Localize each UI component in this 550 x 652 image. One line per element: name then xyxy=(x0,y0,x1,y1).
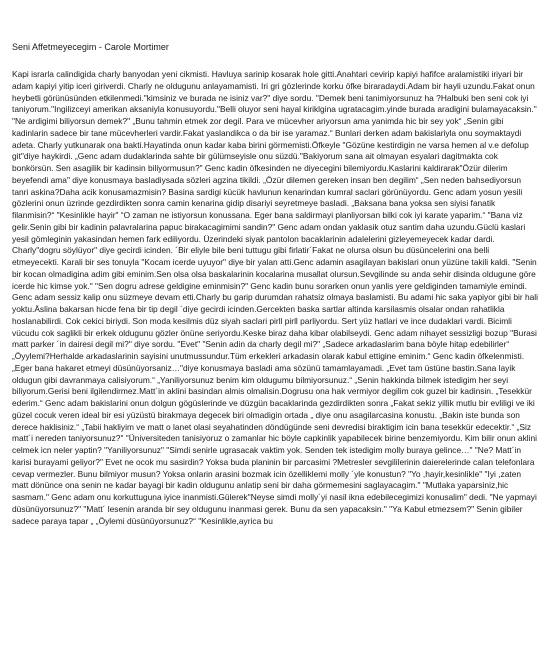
document-title: Seni Affetmeyecegim - Carole Mortimer xyxy=(12,42,169,52)
document-body-text: Kapi israrla calindigida charly banyodan yeni cikmisti. Havluya sarinip kosarak hole gitti.Anahtari cevirip kapiyi hafifce aralamistiki iriyari bir adam kapiyi yitip iceri giriverdi. Charly ne oldugunu anlayamamisti. Iri gri gözlerinde korku öfke biraradaydi.Adam bir hayli uzundu.Fakat onun heybetli görünüsünden etkilenmedi."kimsiniz ve burada ne isiniz var?" diye sordu. "Demek beni tanimiyorsunuz ha ?Halbuki ben seni cok iyi taniyorum."Ingilizceyi amerikan aksaniyla konusuyordu."Belli oluyor seni hayal kiriklgina ugratacagim.yinde burada aradigini bulamayacaksin." "Ne ardigimi biliyorsun demek?" „Bunu tahmin etmek zor degil. Para ve mücevher ariyorsun ama yanimda hic bir sey yok“ „Senin gibi kadinlarin sadece bir tane mücevherleri vardir.Fakat yaslandikca o da bir ise yaramaz.“ Bunlari derken adam bakislariyla onu soymaktaydi adeta. Charly yutkunarak ona bakti.Hayatinda onun kadar kaba birini görmemisti.Öfkeyle "Gözüne kestirdigin ne varsa hemen al v.e defolup git"diye haykirdi. „Genc adam dudaklarinda sahte bir gülümseyisle onu süzdü."Bakiyorum sana ait olmayan esyalari dagitmakta cok bonkörsün. Sen asagilik bir kadinsin biliyormusun?" Genc kadin öfkesinden ne diyecegini bilemiyordu.Kaslarini kaldirarak"Özür dilerim beyefendi ama" diye konusmaya basladiysada sözleri agzina tikildi. „Özür dilemen gereken insan ben degilim“ „Sen neden bahsediyorsun tanri askina?Daha acik konusamazmisin? Basina sardigi kücük havlunun kenarindan kumral saclari görünüyordu. Genc adam yosun yesili gözlerini onun üzrinde gezdirdikten sonra camin kenarina gidip disariyi seyretmeye basladi. „Baksana bana yoksa sen siyisi fanatik filanmisin?“ "Kesinlikle hayir" “O zaman ne istiyorsun konussana. Eger bana saldirmayi planliyorsan bilki cok iyi karate yaparim.“ "Bana viz gelir.Senin gibi bir kadinin palavralarina papuc birakacagimimi sandin?" Genc adam ondan yaklasik otuz santim daha uzundu.Güclü kaslari yesil gömleginin yakasindan hemen fark ediliyordu. Üzerindeki siyak pantolon bacaklarinin adalelerini gizleyemeyecek kadar dardi. Charly"dogru söylüyor" diye gecirdi icinden. ´Bir eliyle bile beni tuttugu gibi firlatir´Fakat ne olursa olsun bu düsüncelerini ona belli etmeyecekti. Karali bir ses tonuyla "Kocam icerde uyuyor" diye bir yalan atti.Genc adamin asagilayan bakislari onun yüzüne takili kaldi. "Senin bir kocan olmadigina adim gibi eminim.Sen olsa olsa baskalarinin kocalarina musallat olursun.Sevgilinde su anda sehir disinda oldugune göre icerde hic kimse yok." "Sen dogru adrese geldigine eminmisin?" Genc kadin bunu sorarken onun yanlis yere geldiginden tamamiyle emindi. Genc adam sessiz kalip onu süzmeye devam etti.Charly bu garip durumdan rahatsiz olmaya baslamisti. Bu adami hic saka yapiyor gibi bir hali yoktu.Äslina bakarsan hicde fena bir tip degil ´diye gecirdi icinden.Gercekten baska sartlar altinda karsilasmis olsalar ondan rahatlikla hoslanabilirdi. Cok cekici biriydi. Son moda kesilmis düz siyah saclari pirll pirll parliyordu. Sert yüz hatlari ve ince dudaklari vardi. Bicimli vücudu cok saglikli bir erkek oldugunu gözler önüne seriyordu.Keske biraz daha kibar olabilseydi. Genc adam nihayet sessizligi bozup "Burasi matt parker ´in dairesi degil mi?" diye sordu. "Evet" "Senin adin da charly degil mi?" „Sadece arkadaslarim bana böyle hitap edebilirler“ „Öyylemi?Herhalde arkadaslarinin sayisini unutmussundur.Tüm erkekleri arkadasin olarak kabul ettigine eminim.“ Genc kadin öfkelenmisti. „Eger bana hakaret etmeyi düsünüyorsaniz…"diye konusmaya basladi ama sözünü tamamlayamadi. „Evet tam üstüne bastin.Sana layik oldugun gibi davranmaya calisiyorum.“ „Yaniliyorsunuz benim kim oldugumu bilmiyorsunuz.“ „Senin hakkinda bilmek istedigim her seyi biliyorum.Gerisi beni ilgilendirmez.Matt´in aklini basindan almis olmalisin.Dogrusu ona hak vermiyor degilim cok guzel bir kadinsin. „Tesekkür ederim.“ Genc adam bakislarini onun dolgun gögüslerinde ve düzgün bacaklarinda gezdirdikten sonra „Fakat sekiz yillik mutlu bir evliligi ve iki güzel cocuk veren ideal bir esi yüzüstü birakmaya degecek biri olmadigin ortada „ diye onu asagilarcasina konustu. „Bakin iste bunda son derece haklisiniz.“ „Tabii hakliyim ve matt o lanet olasi seyahatinden döndügünde seni devredisi biraktigim icin bana tesekkür edecektir.“ „Siz matt´i nereden taniyorsunuz?" "Üniversiteden tanisiyoruz o zamanlar hic böyle capkinlik yapabilecek birine benzemiyordu. Kim bilir onun aklini celmek icn neler yaptin? "Yaniliyorsunuz" "Simdi senirle ugrasacak vaktim yok. Senden tek istedigim molly buraya gelince…" "Ne? Matt´in karisi burayami geliyor?" Evet ne ocok mu sasirdin? Yoksa buda planinin bir parcasimi ?Metresler sevgililerinin daierelerinde calan telefonlara cevap vermezler. Bunu bilmiyor musun? Yoksa onlarin arasini bozmak icin özelliklemi molly ´yle konustun? "Yo ,hayir,kesinlikle" "Iyi ,zaten matt dönünce ona senin ne kadar bayagi bir kadin oldugunu anlatip seni bir daha görmemesini saglayacagim." "Mutlaka yaparsiniz,hic sasmam." Genc adam onu korkuttuguna iyice inanmisti.Gülerek"Neyse simdi molly´yi nasil ikna edebilecegimizi konusalim" dedi. "Ne yapmayi düsünüyorsunuz?" "Matt´ lesenin aranda bir sey oldugunu inanmasi gerek. Bunu da sen yapacaksin." "Ya Kabul etmezsem?" Senin gibiler sadece paraya tapar „ „Öylemi düsünüyorsunuz?“ "Kesinlikle,ayrica bu xyxy=(12,69,539,526)
